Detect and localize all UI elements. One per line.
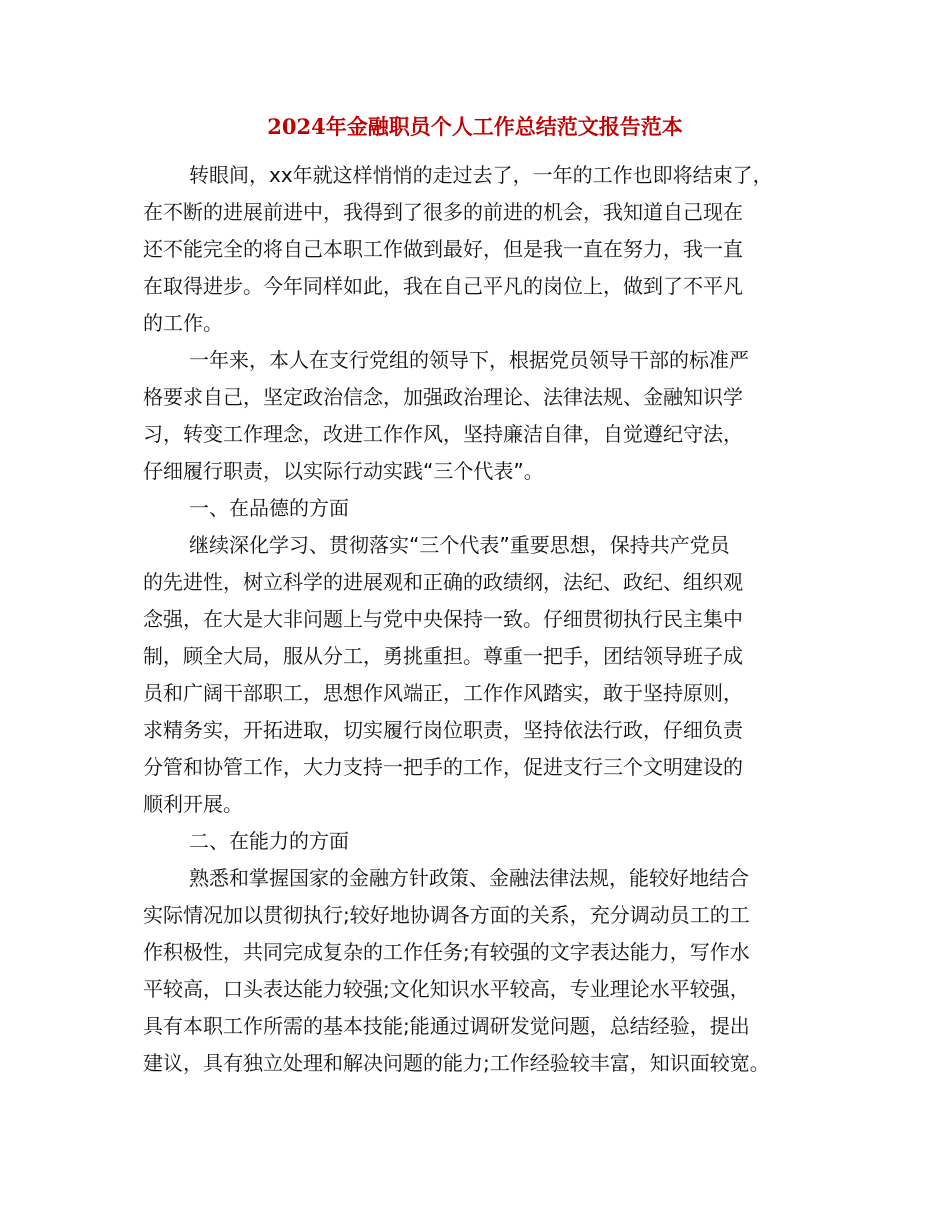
text-line: 继续深化学习、贯彻落实“三个代表”重要思想，保持共产党员 <box>189 533 730 557</box>
text-line: 习，转变工作理念，改进工作作风，坚持廉洁自律，自觉遵纪守法， <box>143 422 743 446</box>
section-heading: 一、在品德的方面 <box>189 496 349 520</box>
text-line: 转眼间，xx年就这样悄悄的走过去了，一年的工作也即将结束了， <box>189 163 773 187</box>
document-title: 2024年金融职员个人工作总结范文报告范本 <box>267 114 683 139</box>
text-line: 在不断的进展前进中，我得到了很多的前进的机会，我知道自己现在 <box>143 200 743 224</box>
text-line: 熟悉和掌握国家的金融方针政策、金融法律法规，能较好地结合 <box>189 866 749 890</box>
text-line: 平较高，口头表达能力较强;文化知识水平较高，专业理论水平较强， <box>143 977 750 1001</box>
text-line: 求精务实，开拓进取，切实履行岗位职责，坚持依法行政，仔细负责 <box>143 718 743 742</box>
text-line: 仔细履行职责，以实际行动实践“三个代表”。 <box>143 459 544 483</box>
text-line: 分管和协管工作，大力支持一把手的工作，促进支行三个文明建设的 <box>143 755 743 779</box>
section-heading: 二、在能力的方面 <box>189 829 349 853</box>
text-line: 制，顾全大局，服从分工，勇挑重担。尊重一把手，团结领导班子成 <box>143 644 743 668</box>
text-line: 还不能完全的将自己本职工作做到最好，但是我一直在努力，我一直 <box>143 237 743 261</box>
text-line: 实际情况加以贯彻执行;较好地协调各方面的关系，充分调动员工的工 <box>143 903 750 927</box>
text-line: 念强，在大是大非问题上与党中央保持一致。仔细贯彻执行民主集中 <box>143 607 743 631</box>
text-line: 的先进性，树立科学的进展观和正确的政绩纲，法纪、政纪、组织观 <box>143 570 743 594</box>
text-line: 格要求自己，坚定政治信念，加强政治理论、法律法规、金融知识学 <box>143 385 743 409</box>
text-line: 作积极性，共同完成复杂的工作任务;有较强的文字表达能力，写作水 <box>143 940 750 964</box>
text-line: 在取得进步。今年同样如此，我在自己平凡的岗位上，做到了不平凡 <box>143 274 743 298</box>
text-line: 顺利开展。 <box>143 792 243 816</box>
text-line: 员和广阔干部职工，思想作风端正，工作作风踏实，敢于坚持原则， <box>143 681 743 705</box>
text-line: 一年来，本人在支行党组的领导下，根据党员领导干部的标准严 <box>189 348 749 372</box>
text-line: 具有本职工作所需的基本技能;能通过调研发觉问题，总结经验，提出 <box>143 1014 750 1038</box>
text-line: 建议，具有独立处理和解决问题的能力;工作经验较丰富，知识面较宽。 <box>143 1051 770 1075</box>
text-line: 的工作。 <box>143 311 223 335</box>
